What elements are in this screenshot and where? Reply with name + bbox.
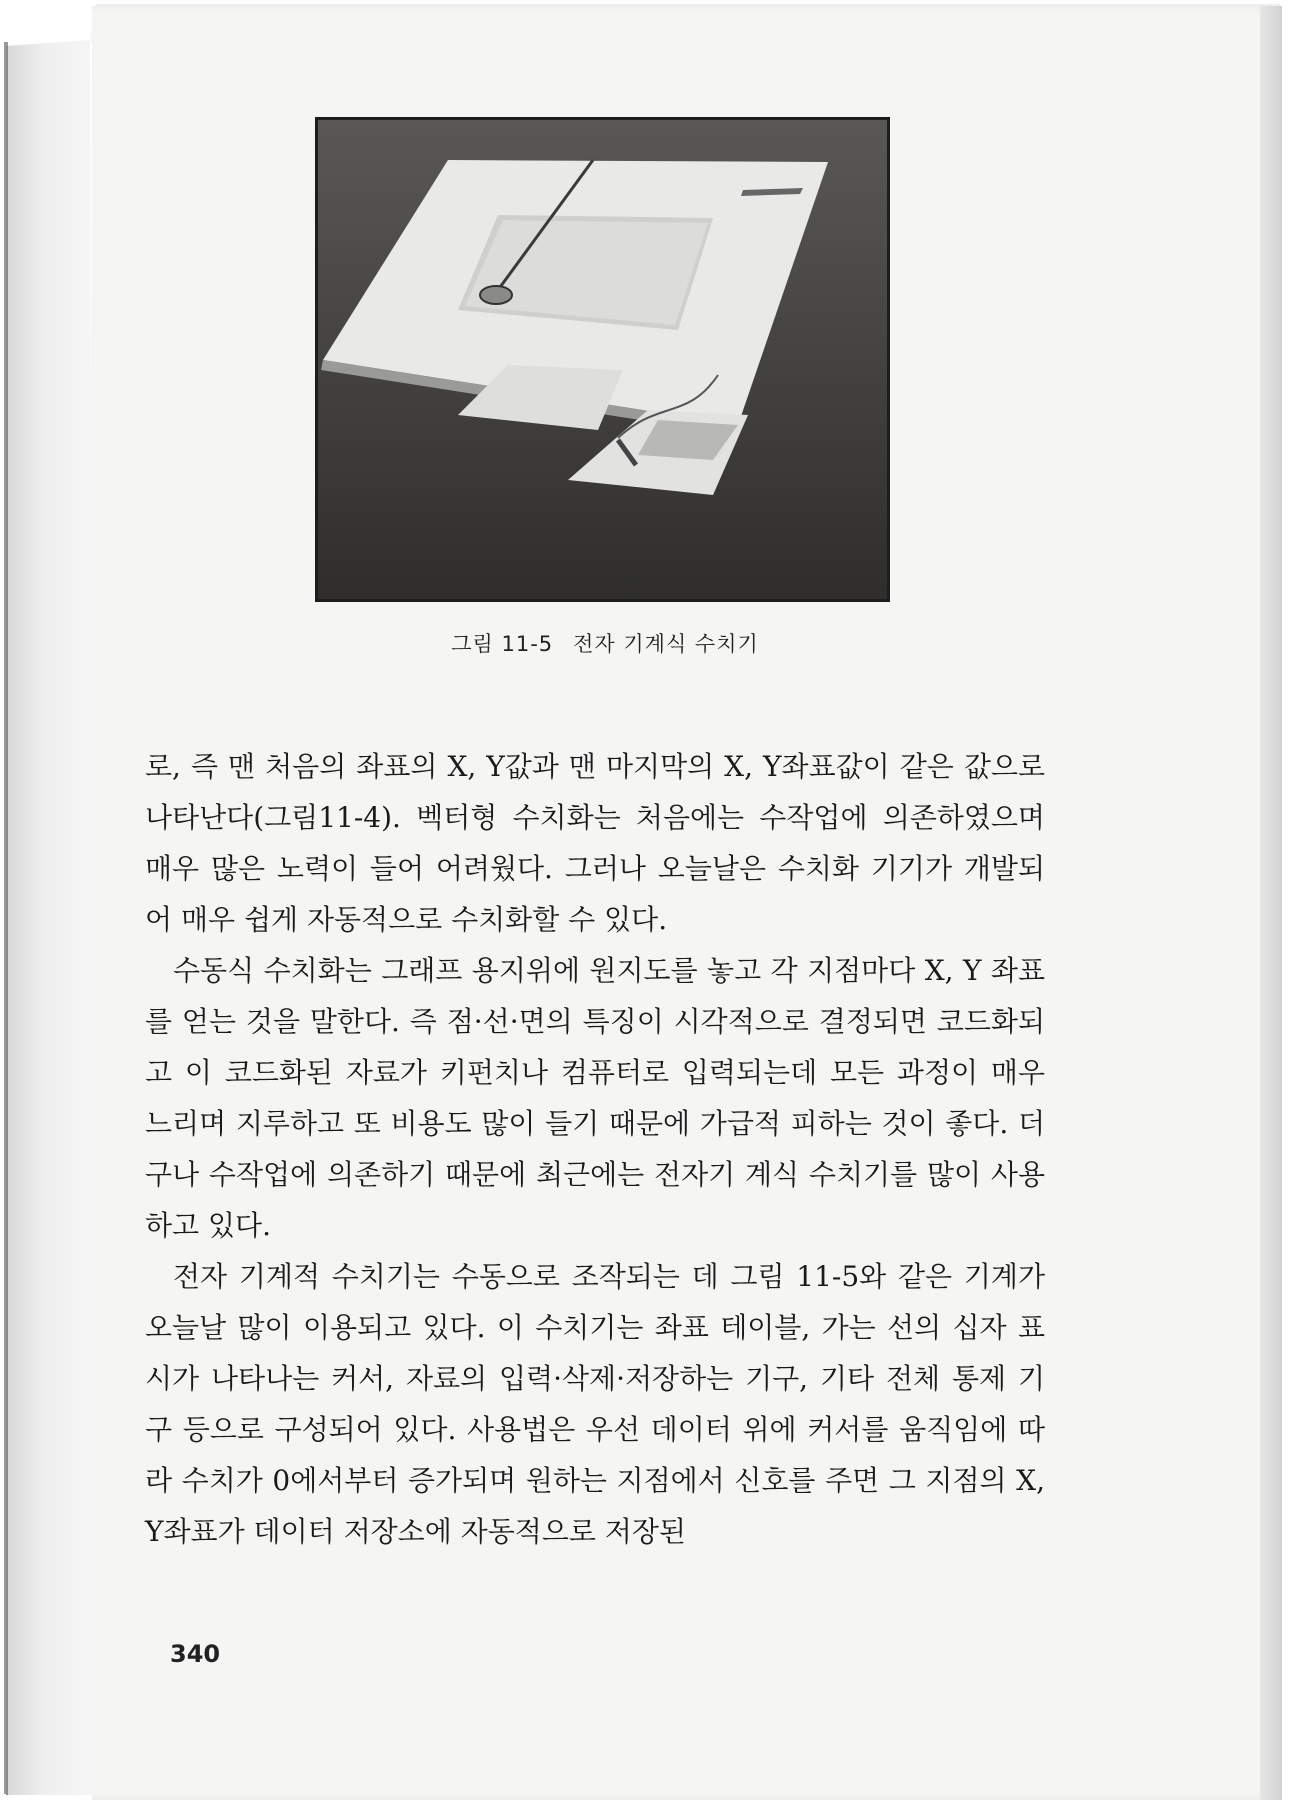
book-spine	[6, 40, 100, 1795]
figure-caption	[300, 628, 910, 658]
caption-number: 그림 11-5	[451, 632, 554, 656]
page-edge	[1260, 6, 1282, 1800]
paragraph: 수동식 수치화는 그래프 용지위에 원지도를 놓고 각 지점마다 X, Y 좌표를 얻는 것을 말한다. 즉 점·선·면의 특징이 시각적으로 결정되면 코드화되고 이 코드화된 자료가 키펀치나 컴퓨터로 입력되는데 모든 과정이 매우 느리며 지루하고 또 비용도 많이 들기 때문에 가급적 피하는 것이 좋다. 더구나 수작업에 의존하기 때문에 최근에는 전자기 계식 수치기를 많이 사용하고 있다.	[145, 954, 1045, 1242]
caption-text: 전자 기계식 수치기	[573, 632, 759, 656]
paragraph: 전자 기계적 수치기는 수동으로 조작되는 데 그림 11-5와 같은 기계가 오늘날 많이 이용되고 있다. 이 수치기는 좌표 테이블, 가는 선의 십자 표시가 나타나는 커서, 자료의 입력·삭제·저장하는 기구, 기타 전체 통제 기구 등으로 구성되어 있다. 사용법은 우선 데이터 위에 커서를 움직임에 따라 수치가 0에서부터 증가되며 원하는 지점에서 신호를 주면 그 지점의 X, Y좌표가 데이터 저장소에 자동적으로 저장된	[145, 1260, 1045, 1548]
body-text	[145, 741, 1045, 1557]
page-number: 340	[170, 1640, 221, 1668]
paragraph: 로, 즉 맨 처음의 좌표의 X, Y값과 맨 마지막의 X, Y좌표값이 같은 값으로 나타난다(그림11-4). 벡터형 수치화는 처음에는 수작업에 의존하였으며 매우 많은 노력이 들어 어려웠다. 그러나 오늘날은 수치화 기기가 개발되어 매우 쉽게 자동적으로 수치화할 수 있다.	[145, 750, 1045, 936]
digitizer-photo	[315, 117, 890, 602]
